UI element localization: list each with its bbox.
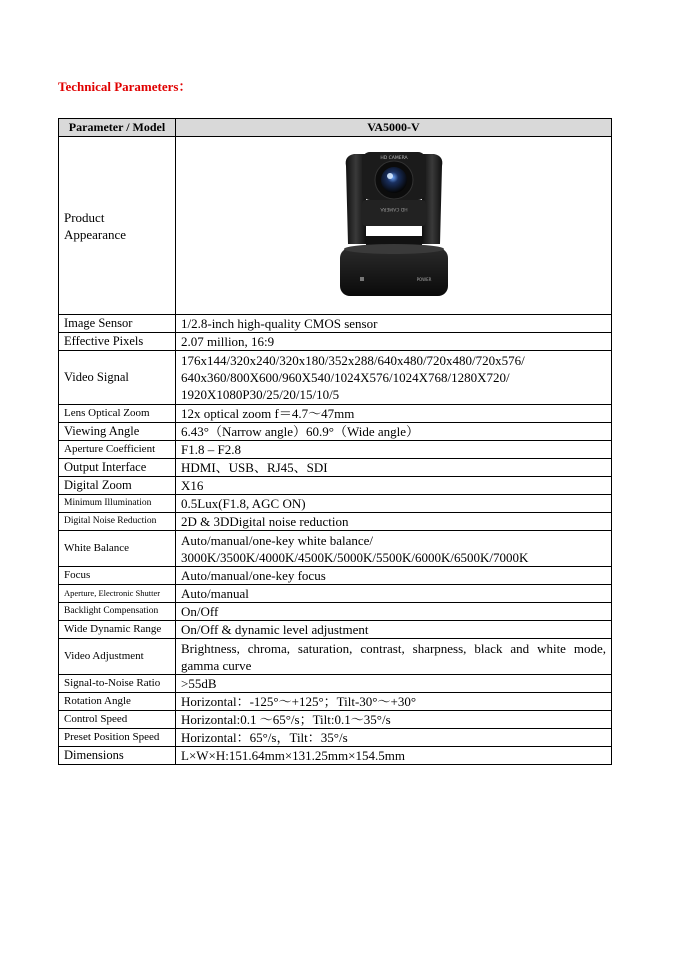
row-value: >55dB xyxy=(176,675,612,693)
row-value: HDMI、USB、RJ45、SDI xyxy=(176,459,612,477)
table-row xyxy=(59,711,612,729)
row-label: Viewing Angle xyxy=(59,423,176,441)
table-row xyxy=(59,531,612,567)
row-label: Aperture, Electronic Shutter xyxy=(59,585,176,603)
row-label: Rotation Angle xyxy=(59,693,176,711)
row-label: Wide Dynamic Range xyxy=(59,621,176,639)
row-label: Aperture Coefficient xyxy=(59,441,176,459)
row-value: Horizontal：-125°～+125°；Tilt-30°～+30° xyxy=(176,693,612,711)
table-row xyxy=(59,567,612,585)
row-value: Horizontal:0.1 ～65°/s；Tilt:0.1～35°/s xyxy=(176,711,612,729)
table-row xyxy=(59,459,612,477)
table-row xyxy=(59,513,612,531)
row-label: Effective Pixels xyxy=(59,333,176,351)
row-value: 0.5Lux(F1.8, AGC ON) xyxy=(176,495,612,513)
table-row xyxy=(59,405,612,423)
value-line: Auto/manual/one-key white balance/ xyxy=(181,532,374,548)
row-label: Preset Position Speed xyxy=(59,729,176,747)
appearance-cell xyxy=(176,137,612,315)
row-value: 2D & 3DDigital noise reduction xyxy=(176,513,612,531)
row-value: 6.43°（Narrow angle）60.9°（Wide angle） xyxy=(176,423,612,441)
row-value: F1.8 – F2.8 xyxy=(176,441,612,459)
table-row xyxy=(59,639,612,675)
row-label: Video Adjustment xyxy=(59,639,176,675)
value-line: 640x360/800X600/960X540/1024X576/1024X768/1280X720/ xyxy=(181,370,510,385)
row-label: Digital Noise Reduction xyxy=(59,513,176,531)
row-label: Signal-to-Noise Ratio xyxy=(59,675,176,693)
value-line: 3000K/3500K/4000K/4500K/5000K/5500K/6000K/6500K/7000K xyxy=(181,549,529,565)
table-row xyxy=(59,675,612,693)
row-value: Auto/manual/one-key focus xyxy=(176,567,612,585)
header-parameter: Parameter / Model xyxy=(59,119,176,137)
row-value xyxy=(176,531,612,567)
row-label: Control Speed xyxy=(59,711,176,729)
table-row xyxy=(59,495,612,513)
camera-base xyxy=(340,248,448,296)
row-value: Horizontal：65°/s，Tilt：35°/s xyxy=(176,729,612,747)
row-label: Image Sensor xyxy=(59,315,176,333)
camera-base-text: POWER xyxy=(416,276,431,282)
table-row xyxy=(59,315,612,333)
header-model: VA5000-V xyxy=(176,119,612,137)
row-label: White Balance xyxy=(59,531,176,567)
row-label: Backlight Compensation xyxy=(59,603,176,621)
table-row xyxy=(59,621,612,639)
row-value: Auto/manual xyxy=(176,585,612,603)
table-row-appearance xyxy=(59,137,612,315)
row-value: On/Off xyxy=(176,603,612,621)
table-row xyxy=(59,441,612,459)
table-row xyxy=(59,423,612,441)
row-value: Brightness, chroma, saturation, contrast, sharpness, black and white mode, gamma curve xyxy=(176,639,612,675)
row-value: 1/2.8-inch high-quality CMOS sensor xyxy=(176,315,612,333)
appearance-label: Product Appearance xyxy=(59,137,176,315)
table-row xyxy=(59,693,612,711)
camera-bottom-text: HD CAMERA xyxy=(379,205,408,211)
table-row xyxy=(59,585,612,603)
row-value: On/Off & dynamic level adjustment xyxy=(176,621,612,639)
row-label: Dimensions xyxy=(59,747,176,765)
table-header-row xyxy=(59,119,612,137)
table-row xyxy=(59,477,612,495)
spec-table xyxy=(58,118,612,765)
row-label: Digital Zoom xyxy=(59,477,176,495)
value-line: 176x144/320x240/320x180/352x288/640x480/720x480/720x576/ xyxy=(181,353,525,368)
row-value: L×W×H:151.64mm×131.25mm×154.5mm xyxy=(176,747,612,765)
row-label: Lens Optical Zoom xyxy=(59,405,176,423)
table-row xyxy=(59,333,612,351)
row-value: 12x optical zoom f＝4.7～47mm xyxy=(176,405,612,423)
row-value: 2.07 million, 16:9 xyxy=(176,333,612,351)
section-heading: Technical Parameters： xyxy=(58,79,192,94)
value-line: 1920X1080P30/25/20/15/10/5 xyxy=(181,387,340,402)
row-value xyxy=(176,351,612,405)
table-row xyxy=(59,747,612,765)
row-label: Focus xyxy=(59,567,176,585)
row-label: Minimum Illumination xyxy=(59,495,176,513)
camera-top-text: HD CAMERA xyxy=(379,155,408,161)
camera-product-image xyxy=(332,146,456,306)
table-row xyxy=(59,351,612,405)
table-row xyxy=(59,603,612,621)
table-row xyxy=(59,729,612,747)
row-label: Output Interface xyxy=(59,459,176,477)
row-label: Video Signal xyxy=(59,351,176,405)
row-value: X16 xyxy=(176,477,612,495)
